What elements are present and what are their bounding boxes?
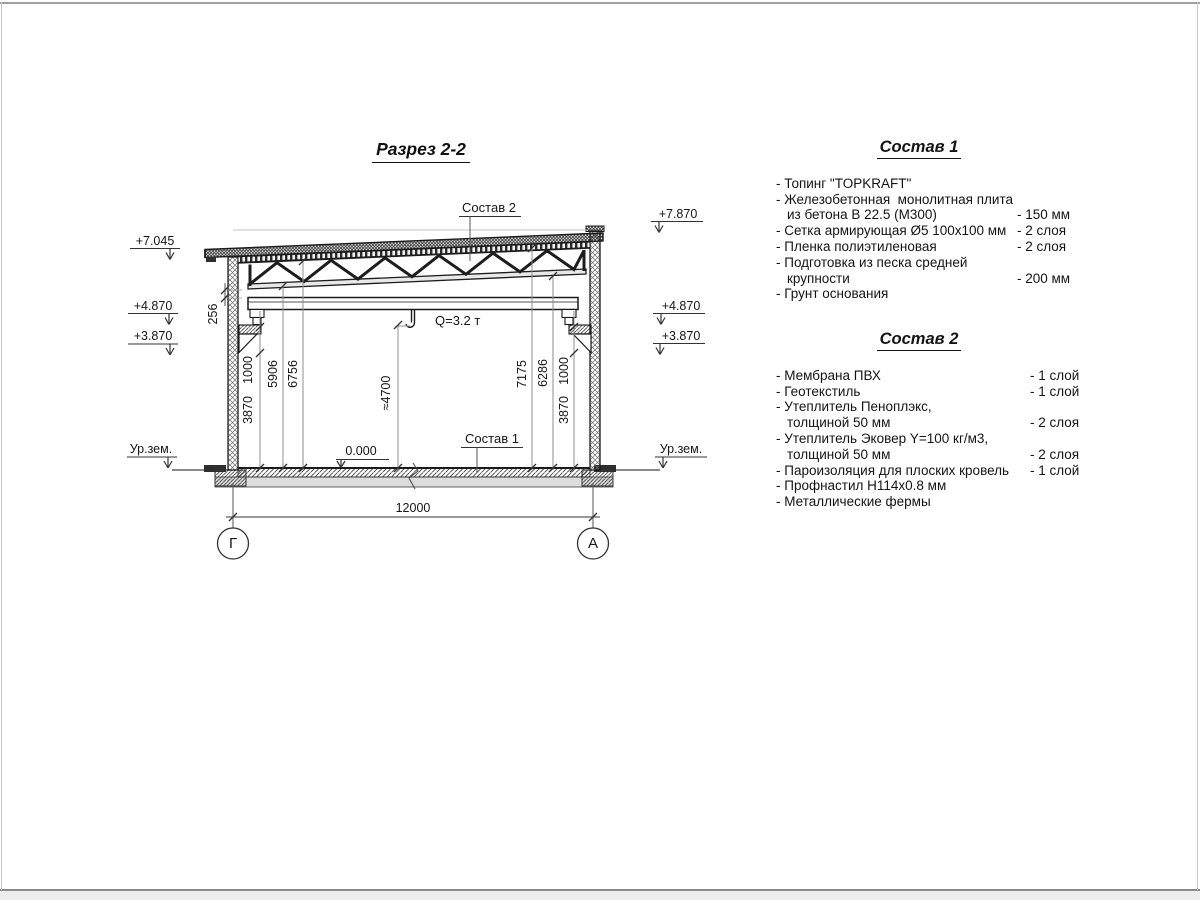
- walls: [228, 226, 604, 470]
- spec2-item-text: - Пароизоляция для плоских кровель: [776, 462, 1010, 478]
- dim-256-label: 256: [206, 303, 220, 325]
- composition2-ref-label: Состав 2: [462, 200, 516, 215]
- spec2-item-value: [1030, 431, 1090, 447]
- ground-level-left: [127, 442, 177, 468]
- parapet-cap: [586, 226, 604, 232]
- spec2-item-value: [1030, 478, 1090, 494]
- crane-corbels: [239, 325, 591, 353]
- elevation-marks-right: [651, 207, 707, 468]
- crane-end-carriage-left: [250, 310, 264, 318]
- spec2-item-text: - Геотекстиль: [776, 383, 861, 399]
- spec1-item-value: [1017, 286, 1090, 302]
- dim-right-7175: 7175: [515, 360, 529, 388]
- elevation-7870: [651, 207, 703, 233]
- spec1-row: [776, 239, 1090, 255]
- ground-level-right: [655, 442, 707, 468]
- span-dimension: [226, 483, 600, 528]
- dim-center-4700: ≈4700: [379, 375, 393, 411]
- spec1-item-value: [1017, 192, 1090, 208]
- spec2-item-text: - Утеплитель Эковер Y=100 кг/м3,: [776, 430, 989, 446]
- spec1-item-text: - Подготовка из песка средней: [776, 254, 968, 270]
- spec1-item-text: крупности: [787, 270, 850, 286]
- composition1-heading: Состав 1: [877, 140, 962, 159]
- spec1-row: [776, 176, 1090, 192]
- spec1-item-text: - Пленка полиэтиленовая: [776, 238, 937, 254]
- spec2-item-value: - 2 слоя: [1030, 415, 1080, 431]
- spec2-item-text: - Металлические фермы: [776, 494, 931, 510]
- spec2-item-value: [1030, 399, 1090, 415]
- elevation-right-4870: [653, 299, 705, 325]
- spec2-row: [776, 368, 1090, 384]
- left-foundation: [215, 470, 246, 486]
- dim-right-6286: 6286: [536, 359, 550, 387]
- composition2-spec: [776, 332, 1090, 510]
- spec1-row: [776, 271, 1090, 287]
- crane-capacity-label: Q=3.2 т: [435, 313, 481, 328]
- ground-level-left-label: Ур.зем.: [129, 442, 173, 456]
- elevation-7870-label: +7.870: [658, 207, 698, 221]
- spec2-row: [776, 494, 1090, 510]
- spec2-item-value: - 1 слой: [1030, 462, 1080, 478]
- spec1-row: [776, 286, 1090, 302]
- composition1-heading-wrap: [776, 140, 1090, 159]
- elevation-right-3870-label: +3.870: [661, 329, 701, 343]
- spec1-item-value: - 200 мм: [1017, 270, 1071, 286]
- elevation-left-3870-label: +3.870: [133, 329, 173, 343]
- spec2-row: [776, 463, 1090, 479]
- composition1-ref: [461, 431, 523, 473]
- dim-left-3870: 3870: [241, 396, 255, 424]
- elevation-left-4870-label: +4.870: [133, 299, 173, 313]
- axis-left-label: Г: [228, 535, 238, 552]
- spec2-item-value: - 1 слой: [1030, 383, 1080, 399]
- zero-level-mark: [336, 444, 389, 468]
- spec1-row: [776, 255, 1090, 271]
- left-corbel-bracket: [239, 334, 257, 353]
- dim-left-5906: 5906: [266, 360, 280, 388]
- dim-right-1000: 1000: [557, 357, 571, 385]
- spec2-item-text: толщиной 50 мм: [787, 446, 891, 462]
- right-corbel-bracket: [573, 334, 591, 353]
- zero-level-label: 0.000: [345, 444, 377, 458]
- span-dimension-label: 12000: [395, 501, 431, 515]
- spec2-row: [776, 478, 1090, 494]
- dim-left-6756: 6756: [286, 360, 300, 388]
- spec1-item-value: [1017, 255, 1090, 271]
- spec2-row: [776, 447, 1090, 463]
- axis-markers: [218, 528, 609, 559]
- spec2-item-text: - Утеплитель Пеноплэкс,: [776, 399, 932, 415]
- elevation-7045: [130, 234, 180, 260]
- roof-edge-cap: [206, 257, 216, 263]
- crane-hook: [406, 310, 415, 328]
- spec1-item-text: - Грунт основания: [776, 286, 889, 302]
- spec2-item-text: - Мембрана ПВХ: [776, 367, 881, 383]
- elevation-left-3870: [128, 329, 178, 355]
- composition1-ref-label: Состав 1: [465, 431, 519, 446]
- right-foundation: [582, 470, 613, 486]
- spec1-item-value: - 2 слоя: [1017, 238, 1067, 254]
- spec1-row: [776, 223, 1090, 239]
- spec1-item-value: - 2 слоя: [1017, 223, 1067, 239]
- spec1-item-text: - Железобетонная монолитная плита: [776, 191, 1014, 207]
- section-title-text: Разрез 2-2: [372, 139, 470, 163]
- spec2-row: [776, 431, 1090, 447]
- composition1-spec: [776, 140, 1090, 302]
- spec2-item-value: [1030, 494, 1090, 510]
- elevation-right-4870-label: +4.870: [661, 299, 701, 313]
- spec2-row: [776, 384, 1090, 400]
- spec1-item-value: [1017, 176, 1090, 192]
- composition2-heading: Состав 2: [877, 332, 962, 351]
- spec2-item-text: толщиной 50 мм: [787, 415, 891, 431]
- spec2-item-value: - 1 слой: [1030, 367, 1080, 383]
- axis-right-label: А: [587, 535, 599, 552]
- elevation-left-4870: [128, 299, 178, 325]
- spec2-item-value: - 2 слоя: [1030, 446, 1080, 462]
- composition2-heading-wrap: [776, 332, 1090, 351]
- spec1-item-text: - Сетка армирующая Ø5 100х100 мм: [776, 223, 1007, 239]
- crane-bridge: [248, 298, 578, 328]
- roof: [205, 233, 603, 262]
- spec2-row: [776, 399, 1090, 415]
- spec1-item-text: - Топинг "TOPKRAFT": [776, 175, 912, 191]
- elevation-marks-left: [127, 234, 180, 468]
- spec2-row: [776, 415, 1090, 431]
- ground-level-right-label: Ур.зем.: [659, 442, 703, 456]
- dim-right-3870: 3870: [557, 396, 571, 424]
- spec1-row: [776, 192, 1090, 208]
- elevation-right-3870: [653, 329, 705, 355]
- elevation-7045-label: +7.045: [135, 234, 175, 248]
- spec2-item-text: - Профнастил Н114х0.8 мм: [776, 478, 947, 494]
- spec1-item-value: - 150 мм: [1017, 207, 1071, 223]
- spec1-row: [776, 207, 1090, 223]
- dimension-labels: [241, 356, 571, 424]
- spec1-item-text: из бетона В 22.5 (М300): [787, 207, 937, 223]
- dim-left-1000: 1000: [241, 356, 255, 384]
- left-wall: [228, 257, 238, 470]
